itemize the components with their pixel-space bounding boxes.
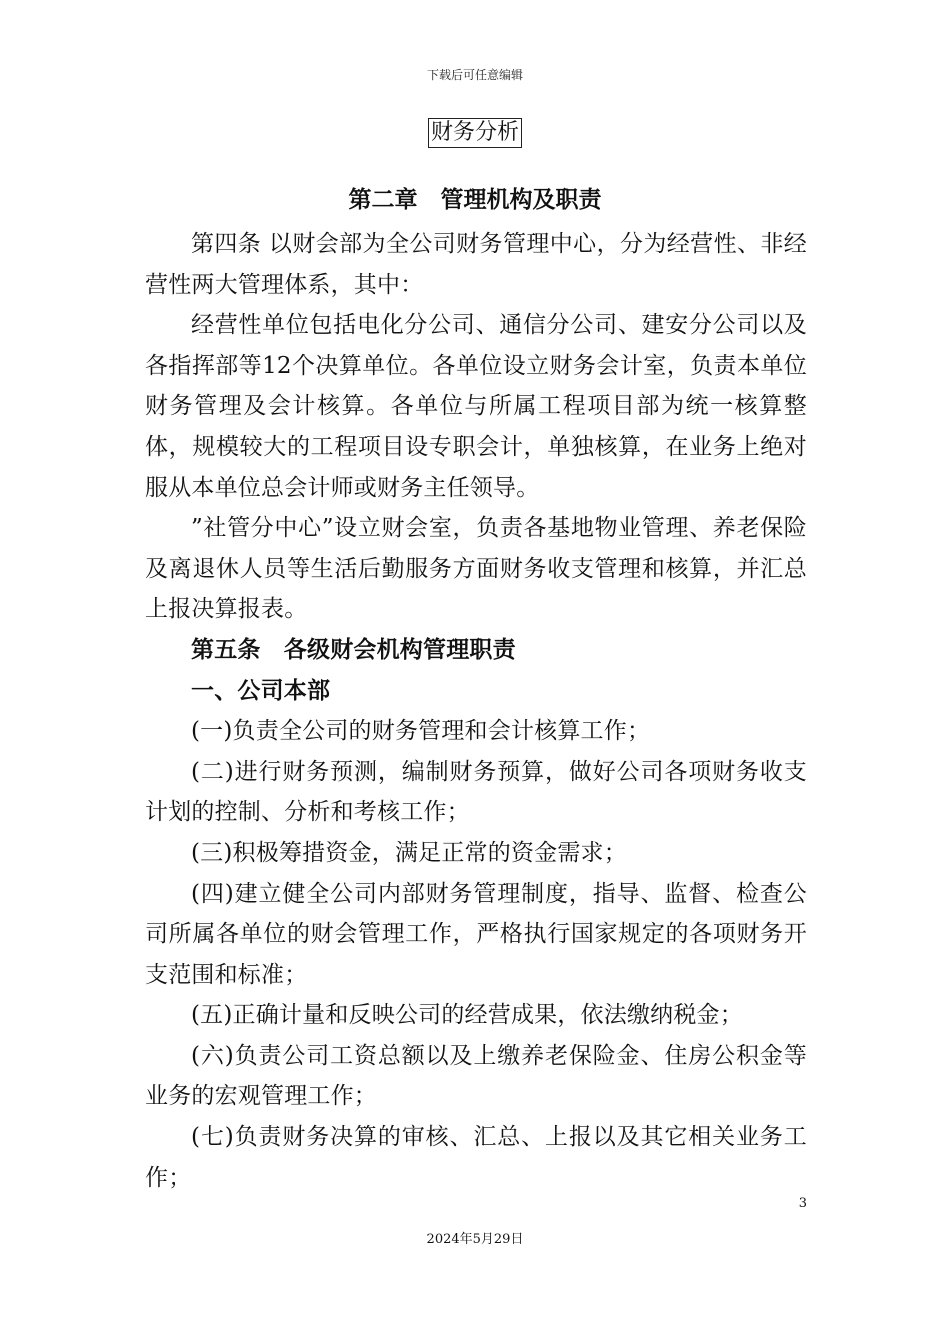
- footer-date: 2024年5月29日: [426, 1232, 524, 1247]
- doc-title-text: 财务分析: [428, 118, 522, 148]
- header-note: 下载后可任意编辑: [426, 68, 523, 82]
- page-number: 3: [798, 1196, 807, 1211]
- body-paragraph: (四)建立健全公司内部财务管理制度，指导、监督、检查公司所属各单位的财会管理工作，严格执行国家规定的各项财务开支范围和标准；: [145, 880, 807, 988]
- chapter-heading: 第二章 管理机构及职责: [348, 187, 602, 213]
- section-heading: 第五条 各级财会机构管理职责: [191, 636, 516, 663]
- document-body: [145, 224, 807, 1198]
- body-paragraph: ”社管分中心”设立财会室，负责各基地物业管理、养老保险及离退休人员等生活后勤服务方面财务收支管理和核算，并汇总上报决算报表。: [145, 515, 807, 623]
- body-paragraph: (五)正确计量和反映公司的经营成果，依法缴纳税金；: [191, 1002, 743, 1029]
- body-paragraph: (六)负责公司工资总额以及上缴养老保险金、住房公积金等业务的宏观管理工作；: [145, 1042, 807, 1110]
- body-paragraph: 第四条 以财会部为全公司财务管理中心，分为经营性、非经营性两大管理体系，其中：: [145, 231, 807, 298]
- body-paragraph: (一)负责全公司的财务管理和会计核算工作；: [191, 718, 651, 745]
- body-paragraph: (二)进行财务预测，编制财务预算，做好公司各项财务收支计划的控制、分析和考核工作；: [145, 758, 807, 826]
- doc-title: [0, 118, 950, 148]
- section-heading: 一、公司本部: [191, 677, 331, 704]
- body-paragraph: 经营性单位包括电化分公司、通信分公司、建安分公司以及各指挥部等12个决算单位。各单位设立财务会计室，负责本单位财务管理及会计核算。各单位与所属工程项目部为统一核算整体，规模较大的工程项目设专职会计，单独核算，在业务上绝对服从本单位总会计师或财务主任领导。: [145, 312, 807, 501]
- body-paragraph: (三)积极筹措资金，满足正常的资金需求；: [191, 839, 627, 866]
- body-paragraph: (七)负责财务决算的审核、汇总、上报以及其它相关业务工作；: [145, 1124, 807, 1191]
